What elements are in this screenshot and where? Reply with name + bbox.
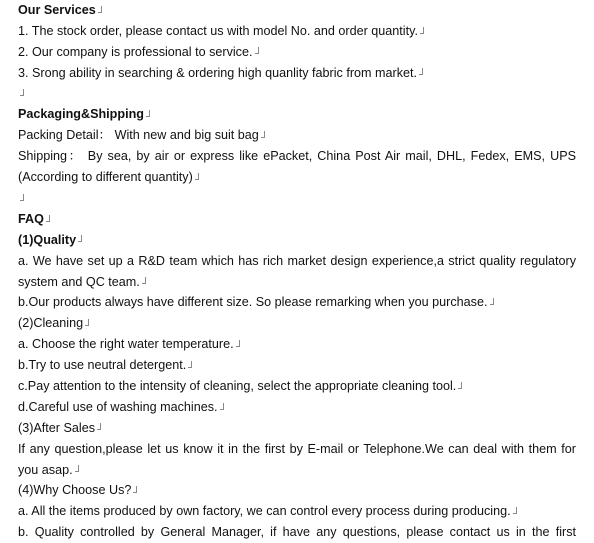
why-choose-heading: (4)Why Choose Us? xyxy=(18,483,132,498)
packaging-heading: Packaging&Shipping xyxy=(18,107,144,122)
services-heading-line xyxy=(18,0,576,21)
services-heading: Our Services xyxy=(18,3,96,17)
paragraph-mark-icon xyxy=(512,505,520,519)
quality-item-a: a. We have set up a R&D team which has rich market design experience,a strict quality regulatory xyxy=(18,253,576,268)
cleaning-heading-line xyxy=(18,313,576,334)
packing-detail xyxy=(18,125,576,146)
why-choose-heading-line xyxy=(18,480,576,501)
paragraph-mark-icon xyxy=(254,45,262,59)
quality-heading-line xyxy=(18,230,576,251)
faq-heading: FAQ xyxy=(18,211,44,226)
paragraph-mark-icon xyxy=(419,25,427,39)
packing-detail-text: Packing Detail： With new and big suit bag xyxy=(18,128,259,143)
paragraph-mark-icon xyxy=(19,87,27,101)
paragraph-mark-icon xyxy=(84,317,92,331)
paragraph-mark-icon xyxy=(132,484,140,498)
service-item xyxy=(18,42,576,63)
paragraph-mark-icon xyxy=(260,129,268,143)
paragraph-mark-icon xyxy=(19,192,27,206)
paragraph-mark-icon xyxy=(194,171,202,185)
quality-item-b xyxy=(18,292,576,313)
paragraph-mark-icon xyxy=(457,380,465,394)
faq-heading-line xyxy=(18,209,576,230)
after-sales-text: If any question,please let us know it in the first by E-mail or Telephone.We can deal with them for xyxy=(18,441,576,456)
paragraph-mark-icon xyxy=(74,463,82,477)
paragraph-mark-icon xyxy=(187,359,195,373)
why-choose-item-a xyxy=(18,501,576,522)
quality-heading: (1)Quality xyxy=(18,232,77,247)
service-item-text: 2. Our company is professional to service. xyxy=(18,44,253,59)
cleaning-item xyxy=(18,355,576,376)
cleaning-item xyxy=(18,334,576,355)
paragraph-mark-icon xyxy=(96,421,104,435)
cleaning-item-text: a. Choose the right water temperature. xyxy=(18,337,234,352)
after-sales-heading: (3)After Sales xyxy=(18,420,95,435)
paragraph-mark-icon xyxy=(235,338,243,352)
service-item xyxy=(18,63,576,84)
packaging-heading-line xyxy=(18,104,576,125)
cleaning-heading: (2)Cleaning xyxy=(18,316,84,331)
why-choose-item-text: a. All the items produced by own factory, we can control every process during producing. xyxy=(18,504,511,519)
paragraph-mark-icon xyxy=(45,213,53,227)
cleaning-item xyxy=(18,376,576,397)
cleaning-item-text: c.Pay attention to the intensity of cleaning, select the appropriate cleaning tool. xyxy=(18,379,457,394)
quality-item-a-cont xyxy=(18,272,576,293)
cleaning-item-text: d.Careful use of washing machines. xyxy=(18,399,218,414)
shipping-text: (According to different quantity) xyxy=(18,170,193,185)
service-item-text: 3. Srong ability in searching & ordering high quanlity fabric from market. xyxy=(18,65,417,80)
cleaning-item xyxy=(18,397,576,418)
blank-line xyxy=(18,84,576,105)
shipping-line: Shipping： By sea, by air or express like ePacket, China Post Air mail, DHL, Fedex, EMS, UPS xyxy=(18,149,576,164)
paragraph-mark-icon xyxy=(77,233,85,247)
paragraph-mark-icon xyxy=(418,66,426,80)
paragraph-mark-icon xyxy=(141,275,149,289)
why-choose-item-b: b. Quality controlled by General Manager, if have any questions, please contact us in the first xyxy=(18,525,576,540)
paragraph-mark-icon xyxy=(219,401,227,415)
paragraph-mark-icon xyxy=(97,4,105,18)
after-sales-heading-line xyxy=(18,418,576,439)
quality-item-text: system and QC team. xyxy=(18,274,140,289)
service-item-text: 1. The stock order, please contact us with model No. and order quantity. xyxy=(18,23,418,38)
after-sales-text-cont xyxy=(18,460,576,481)
service-item xyxy=(18,21,576,42)
document-body xyxy=(18,0,576,543)
blank-line xyxy=(18,188,576,209)
shipping-line xyxy=(18,167,576,188)
paragraph-mark-icon xyxy=(145,108,153,122)
paragraph-mark-icon xyxy=(489,296,497,310)
after-sales-item-text: you asap. xyxy=(18,462,73,477)
cleaning-item-text: b.Try to use neutral detergent. xyxy=(18,358,187,373)
quality-item-text: b.Our products always have different size. So please remarking when you purchase. xyxy=(18,295,488,310)
